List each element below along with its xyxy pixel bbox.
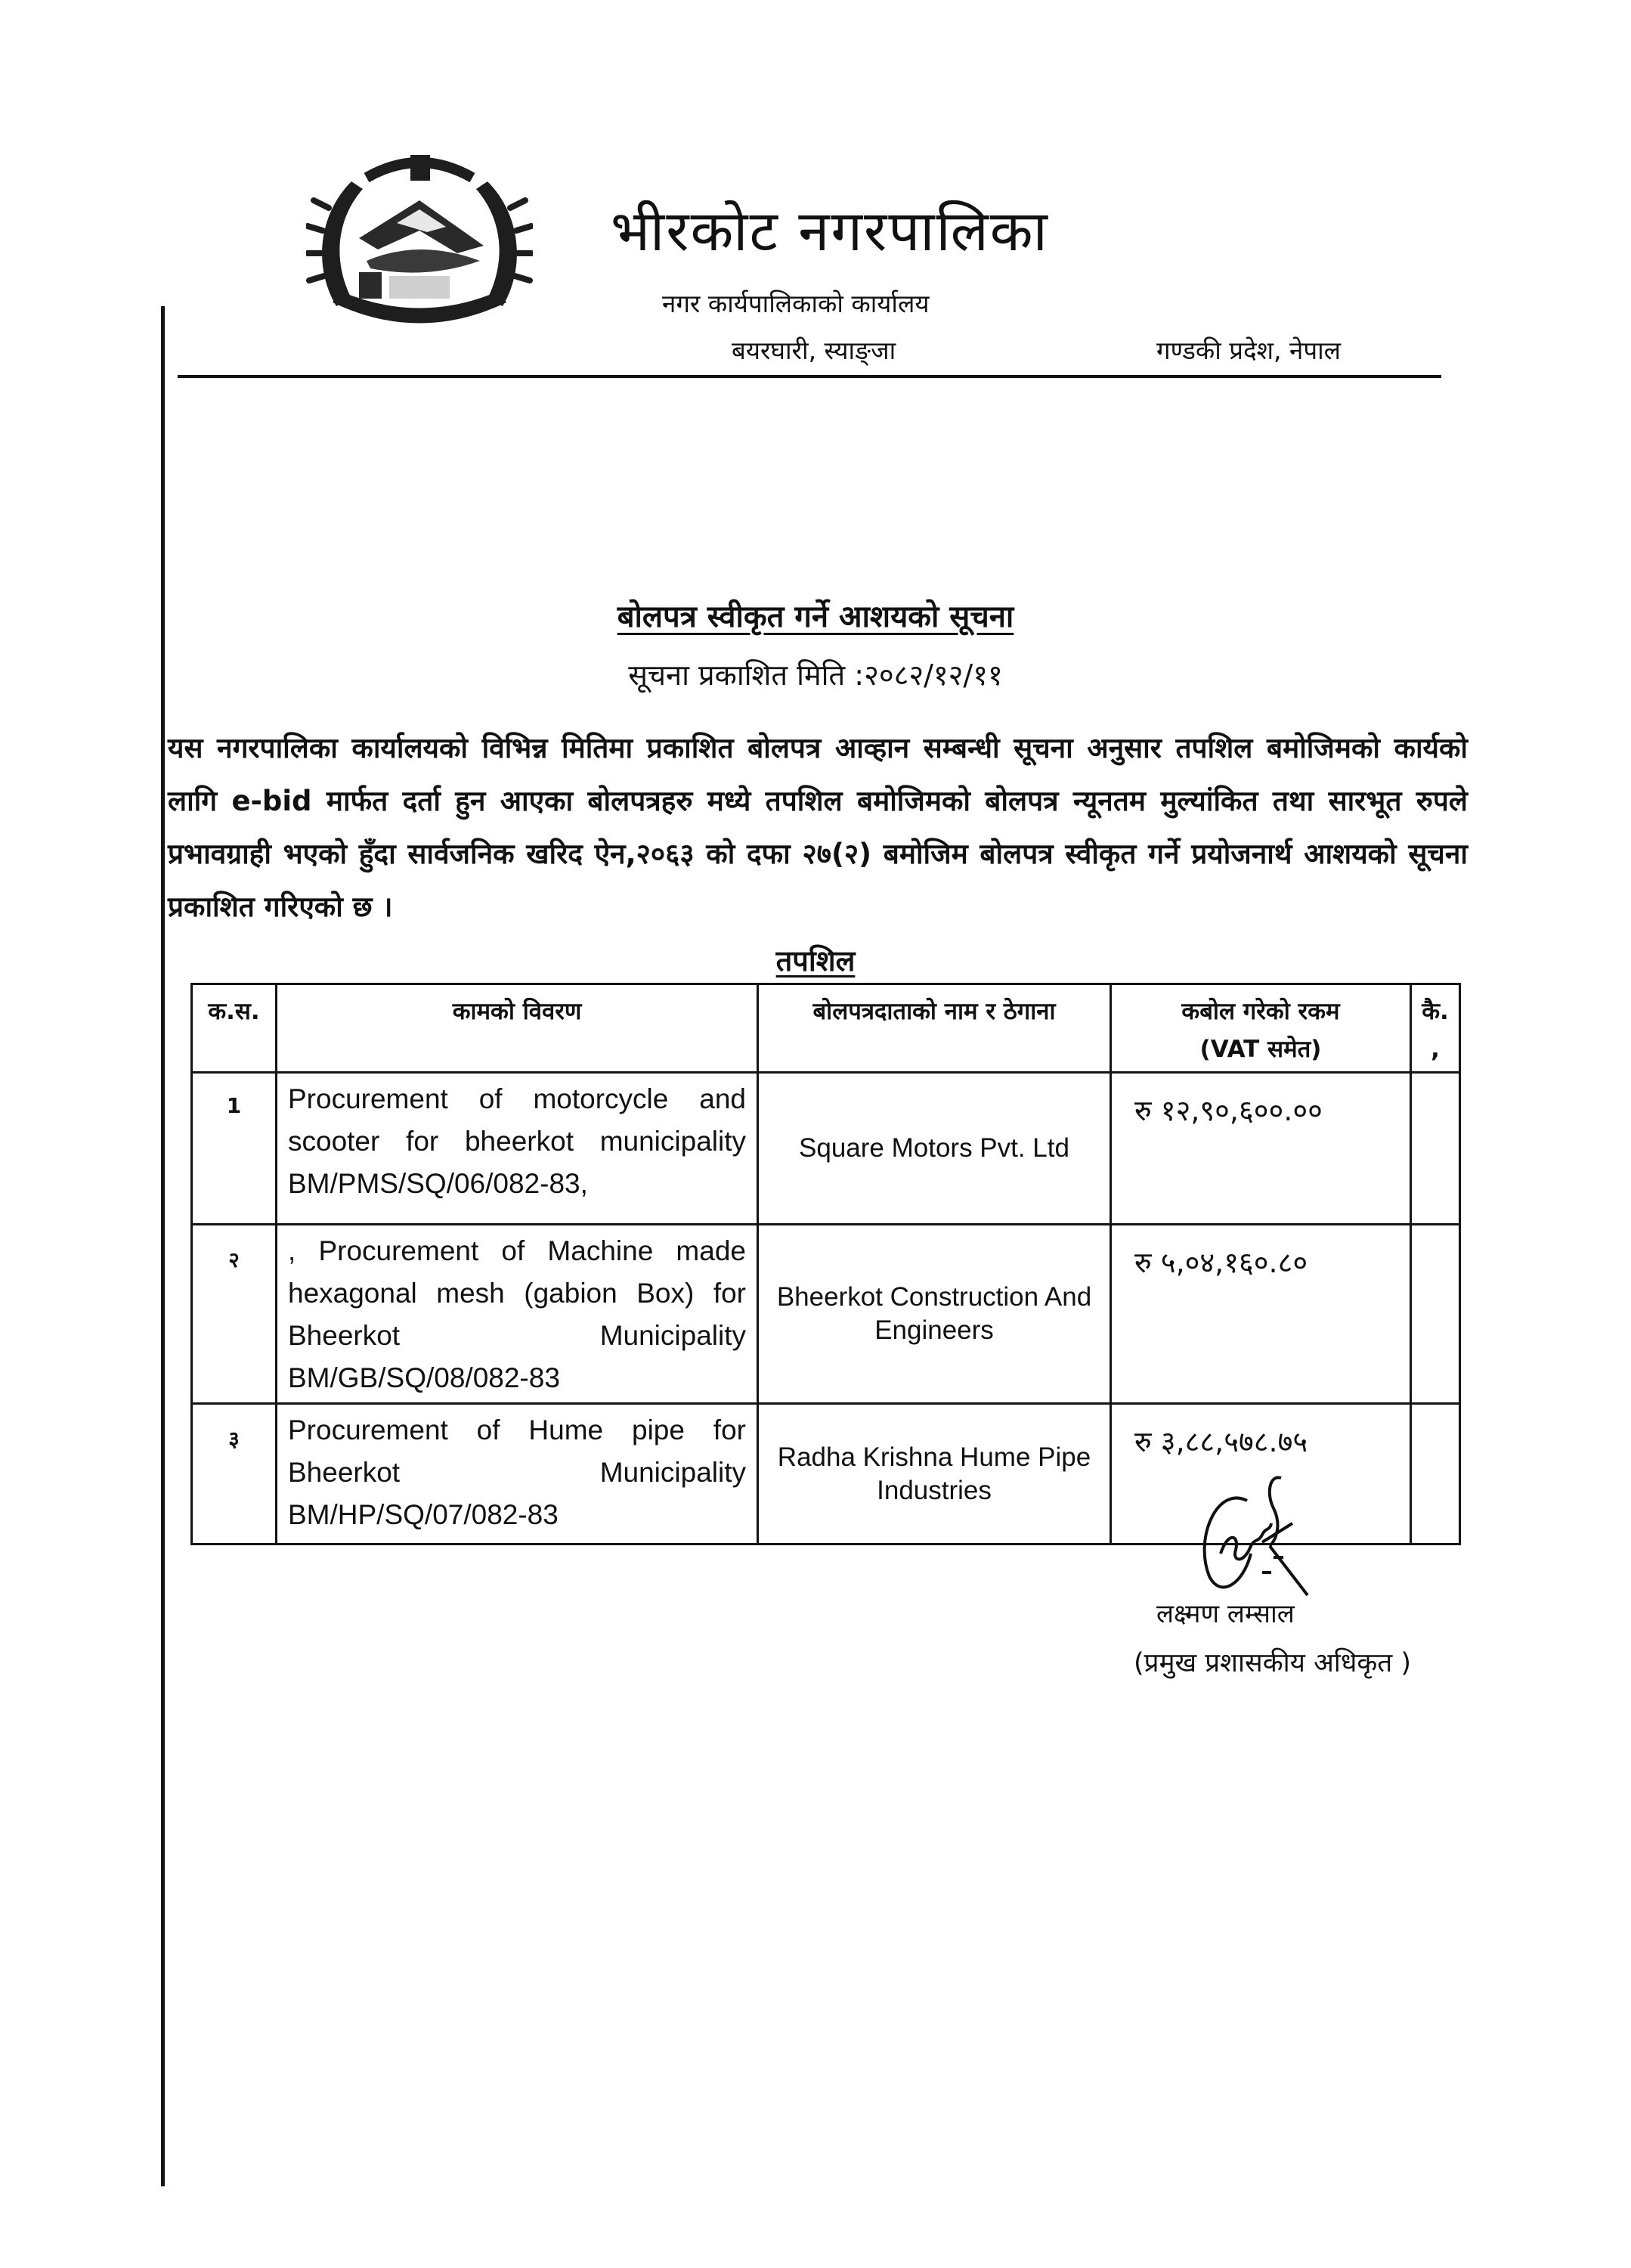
org-name: भीरकोट नगरपालिका bbox=[611, 199, 1049, 264]
column-header-description: कामको विवरण bbox=[277, 984, 758, 1073]
org-province: गण्डकी प्रदेश, नेपाल bbox=[1156, 336, 1341, 365]
column-header-sn: क.स. bbox=[192, 984, 277, 1073]
column-header-amount-sub: (VAT समेत) bbox=[1199, 1036, 1322, 1063]
table-header-row bbox=[192, 984, 1460, 1073]
cell-bidder: Bheerkot Construction And Engineers bbox=[758, 1225, 1111, 1404]
signature-icon bbox=[1187, 1470, 1330, 1599]
header-divider bbox=[178, 375, 1441, 378]
org-office: नगर कार्यपालिकाको कार्यालय bbox=[662, 289, 930, 318]
column-header-amount bbox=[1111, 984, 1411, 1073]
notice-body: यस नगरपालिका कार्यालयको विभिन्न मितिमा प्रकाशित बोलपत्र आव्हान सम्बन्धी सूचना अनुसार तपशिल बमोजिमको कार्यको लागि e-bid मार्फत दर्ता हुन आएका बोलपत्रहरु मध्ये तपशिल बमोजिमको बोलपत्र न्यूनतम मुल्यांकित तथा सारभूत रुपले प्रभावग्राही भएको हुँदा सार्वजनिक खरिद ऐन,२०६३ को दफा २७(२) बमोजिम बोलपत्र स्वीकृत गर्ने प्रयोजनार्थ आशयको सूचना प्रकाशित गरिएको छ । bbox=[168, 732, 1468, 923]
org-address: बयरघारी, स्याङ्जा bbox=[732, 336, 896, 365]
cell-bidder: Radha Krishna Hume Pipe Industries bbox=[758, 1404, 1111, 1545]
table-row bbox=[192, 1073, 1460, 1225]
cell-sn: ३ bbox=[192, 1404, 277, 1545]
nepal-emblem-icon bbox=[306, 147, 533, 336]
cell-description: , Procurement of Machine made hexagonal mesh (gabion Box) for Bheerkot Municipality BM/GB/SQ/08/082-83 bbox=[277, 1225, 758, 1404]
table-heading-text: तपशिल bbox=[775, 944, 856, 978]
table-row bbox=[192, 1225, 1460, 1404]
cell-sn: 1 bbox=[192, 1073, 277, 1225]
cell-description: Procurement of motorcycle and scooter for bheerkot municipality BM/PMS/SQ/06/082-83, bbox=[277, 1073, 758, 1225]
left-margin-rule bbox=[161, 306, 165, 2186]
column-header-remarks bbox=[1411, 984, 1460, 1073]
bid-table bbox=[190, 983, 1461, 1545]
signer-name: लक्ष्मण लम्साल bbox=[1156, 1599, 1295, 1629]
cell-remarks bbox=[1411, 1225, 1460, 1404]
cell-amount: रु १२,९०,६००.०० bbox=[1111, 1073, 1411, 1225]
column-header-remarks-label: कै. bbox=[1422, 998, 1449, 1025]
cell-bidder: Square Motors Pvt. Ltd bbox=[758, 1073, 1111, 1225]
notice-title bbox=[0, 594, 1631, 636]
notice-title-text: बोलपत्र स्वीकृत गर्ने आशयको सूचना bbox=[617, 600, 1014, 634]
table-heading bbox=[0, 940, 1631, 980]
signer-title: (प्रमुख प्रशासकीय अधिकृत ) bbox=[1134, 1648, 1412, 1678]
column-header-amount-label: कबोल गरेको रकम bbox=[1181, 998, 1340, 1025]
column-header-remarks-sub: , bbox=[1431, 1036, 1440, 1063]
cell-remarks bbox=[1411, 1073, 1460, 1225]
cell-amount: रु ३,८८,५७८.७५ bbox=[1111, 1404, 1411, 1545]
cell-description: Procurement of Hume pipe for Bheerkot Municipality BM/HP/SQ/07/082-83 bbox=[277, 1404, 758, 1545]
notice-date: सूचना प्रकाशित मिति :२०८२/१२/११ bbox=[628, 658, 1003, 692]
cell-amount: रु ५,०४,१६०.८० bbox=[1111, 1225, 1411, 1404]
column-header-bidder: बोलपत्रदाताको नाम र ठेगाना bbox=[758, 984, 1111, 1073]
cell-remarks bbox=[1411, 1404, 1460, 1545]
cell-sn: २ bbox=[192, 1225, 277, 1404]
